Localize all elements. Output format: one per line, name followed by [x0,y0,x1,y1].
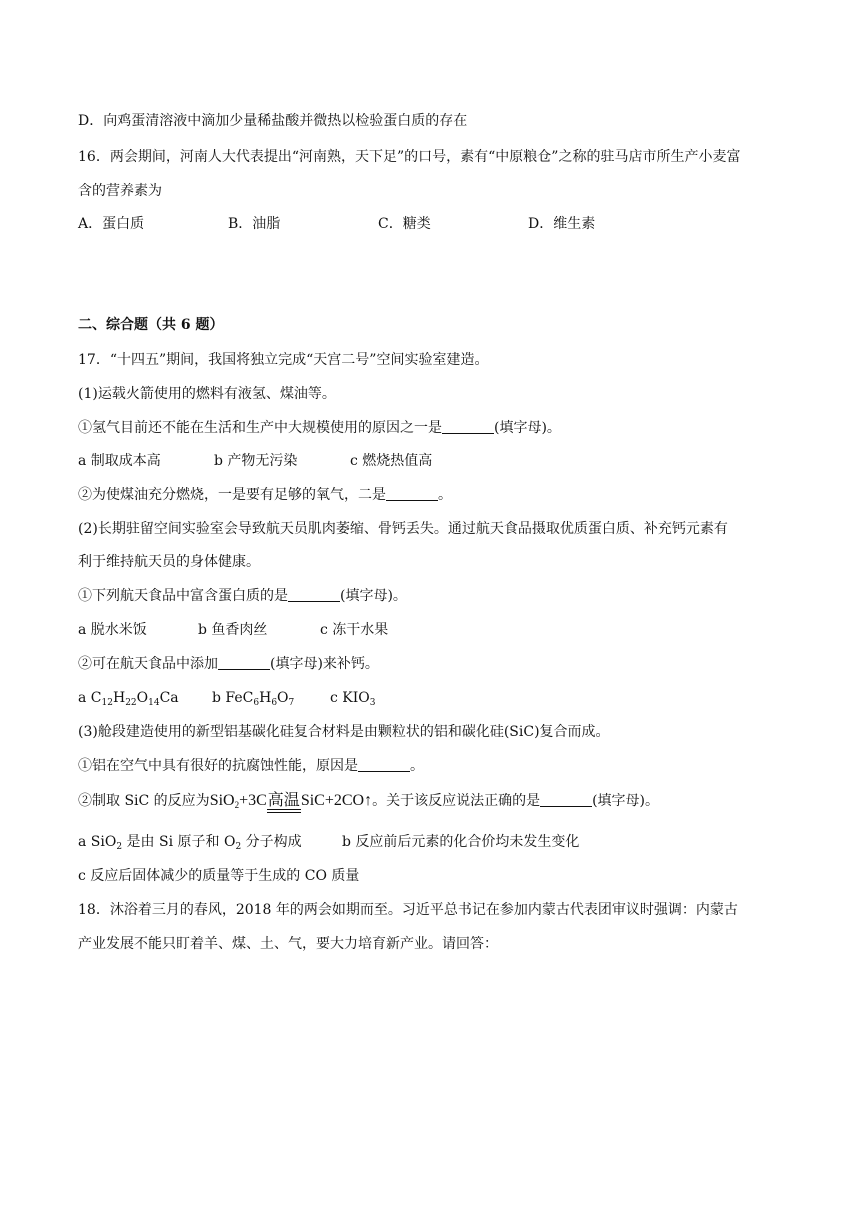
q16-option-c: C．糖类 [378,216,431,232]
q17-part1-question2: ②为使煤油充分燃烧，一是要有足够的氧气，二是 。 [78,487,452,503]
reaction-equation: SiO$_2$+3C高温 SiC+2CO↑ [210,792,372,810]
q17-p1q1-option-b: b 产物无污染 [214,453,298,469]
q17-part2-question1: ①下列航天食品中富含蛋白质的是 (填字母)。 [78,588,407,604]
q17-intro: 17．“十四五”期间，我国将独立完成“天宫二号”空间实验室建造。 [78,352,489,368]
q17-p1q1-option-c: c 燃烧热值高 [350,453,433,469]
q17-p2q2-option-b: b $FeC_6H_6O_7$ [212,690,295,708]
q17-part3-title: (3)舱段建造使用的新型铝基碳化硅复合材料是由颗粒状的铝和碳化硅(SiC)复合而成。 [78,724,610,740]
q17-p2q1-option-b: b 鱼香肉丝 [198,622,268,638]
q17-part3-question2: ②制取 SiC 的反应为SiO$_2$+3C高温 SiC+2CO↑。关于该反应说法正确的是 (填字母)。 [78,792,659,810]
answer-blank [386,487,438,501]
q17-p3q2-option-b: b 反应前后元素的化合价均未发生变化 [342,834,580,850]
q16-option-b: B．油脂 [228,216,281,232]
answer-blank [358,758,410,772]
answer-blank [288,588,340,602]
q17-part3-question1: ①铝在空气中具有很好的抗腐蚀性能，原因是 。 [78,758,424,774]
q17-p3q2-option-c: c 反应后固体减少的质量等于生成的 CO 质量 [78,868,360,884]
q17-p1q1-option-a: a 制取成本高 [78,453,161,469]
q17-part2-line1: (2)长期驻留空间实验室会导致航天员肌肉萎缩、骨钙丢失。通过航天食品摄取优质蛋白质、补充钙元素有 [78,521,728,537]
q17-part2-line2: 利于维持航天员的身体健康。 [78,554,260,570]
q17-p2q1-option-a: a 脱水米饭 [78,622,147,638]
q16-option-a: A．蛋白质 [78,216,145,232]
answer-blank [442,420,494,434]
section-title: 二、综合题（共 6 题） [78,317,224,333]
q16-option-d: D．维生素 [528,216,596,232]
q17-p2q2-option-c: c $KIO_3$ [330,690,376,708]
q17-p2q1-option-c: c 冻干水果 [320,622,389,638]
q15-option-d: D．向鸡蛋清溶液中滴加少量稀盐酸并微热以检验蛋白质的存在 [78,113,468,129]
q16-stem-line2: 含的营养素为 [78,183,162,199]
q18-line1: 18．沐浴着三月的春风，2018 年的两会如期而至。习近平总书记在参加内蒙古代表团审议时强调：内蒙古 [78,902,738,918]
q17-p3q2-option-a: a SiO$_2$ 是由 Si 原子和 $O_2$ 分子构成 [78,834,302,852]
reaction-condition: 高温 [267,792,301,810]
q17-part1-title: (1)运载火箭使用的燃料有液氢、煤油等。 [78,386,336,402]
q18-line2: 产业发展不能只盯着羊、煤、土、气，要大力培育新产业。请回答： [78,936,498,952]
q17-part1-question1: ①氢气目前还不能在生活和生产中大规模使用的原因之一是 (填字母)。 [78,420,561,436]
answer-blank [218,656,270,670]
q16-stem-line1: 16．两会期间，河南人大代表提出“河南熟，天下足”的口号，素有“中原粮仓”之称的驻马店市所生产小麦富 [78,149,741,165]
q17-p2q2-option-a: a $C_{12}H_{22}O_{14}Ca$ [78,690,179,708]
q17-part2-question2: ②可在航天食品中添加 (填字母)来补钙。 [78,656,379,672]
answer-blank [540,793,592,807]
